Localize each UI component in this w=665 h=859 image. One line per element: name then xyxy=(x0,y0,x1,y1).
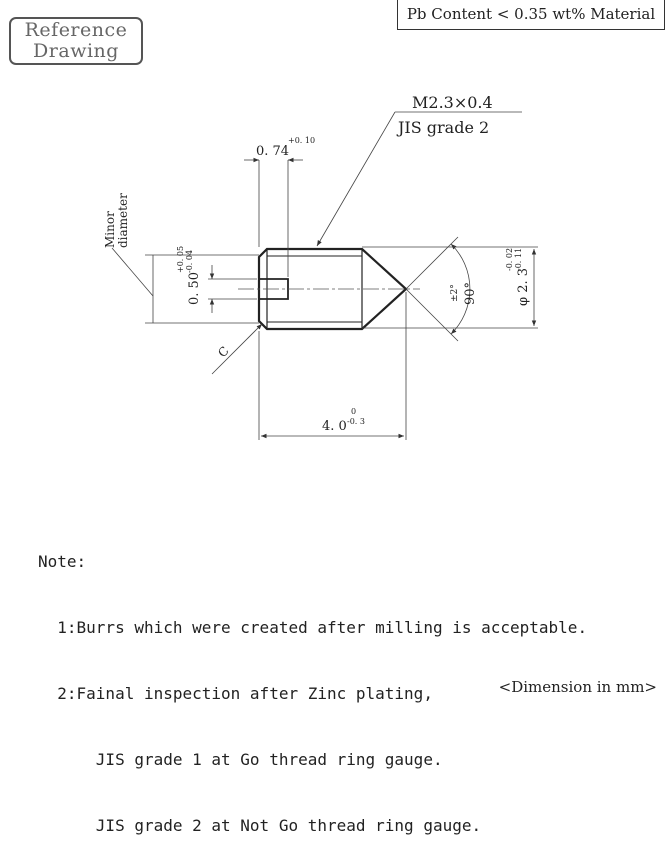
note-line: 1:Burrs which were created after milling is acceptable. xyxy=(38,618,588,637)
diameter-tol-lower: -0. 11 xyxy=(514,247,523,271)
diameter-value: φ 2. 3 xyxy=(516,267,531,306)
material-label: Pb Content < 0.35 wt% Material xyxy=(406,5,656,23)
diameter-tol-upper: -0. 02 xyxy=(505,247,514,271)
thread-spec: M2.3×0.4 xyxy=(412,93,493,112)
reference-label-line2: Drawing xyxy=(33,40,119,62)
chamfer-label: C xyxy=(215,343,232,361)
slot-width-dimension xyxy=(244,160,303,277)
slot-width-value: 0. 74 xyxy=(256,144,290,159)
slot-depth-tol-upper: +0. 05 xyxy=(176,245,185,273)
slot-depth-tol-lower: -0. 04 xyxy=(185,249,194,273)
reference-label-line1: Reference xyxy=(24,19,128,41)
length-tol-upper: 0 xyxy=(351,407,357,416)
angle-tolerance: ±2° xyxy=(450,284,460,302)
length-value: 4. 0 xyxy=(322,419,347,434)
thread-grade: JIS grade 2 xyxy=(398,118,490,137)
dimension-unit-note: <Dimension in mm> xyxy=(498,678,657,696)
slot-depth-value: 0. 50 xyxy=(187,271,202,305)
length-dimension xyxy=(259,292,406,440)
note-heading: Note: xyxy=(38,552,87,571)
minor-diameter-label-2: diameter xyxy=(116,193,130,248)
slot-width-tolerance: +0. 10 xyxy=(288,136,316,145)
length-tol-lower: -0. 3 xyxy=(347,417,365,426)
minor-diameter-label-1: Minor xyxy=(103,211,117,248)
angle-value: 90° xyxy=(463,281,478,305)
note-line: JIS grade 2 at Not Go thread ring gauge. xyxy=(38,816,482,835)
note-line: JIS grade 1 at Go thread ring gauge. xyxy=(38,750,443,769)
note-line: 2:Fainal inspection after Zinc plating, xyxy=(38,684,433,703)
